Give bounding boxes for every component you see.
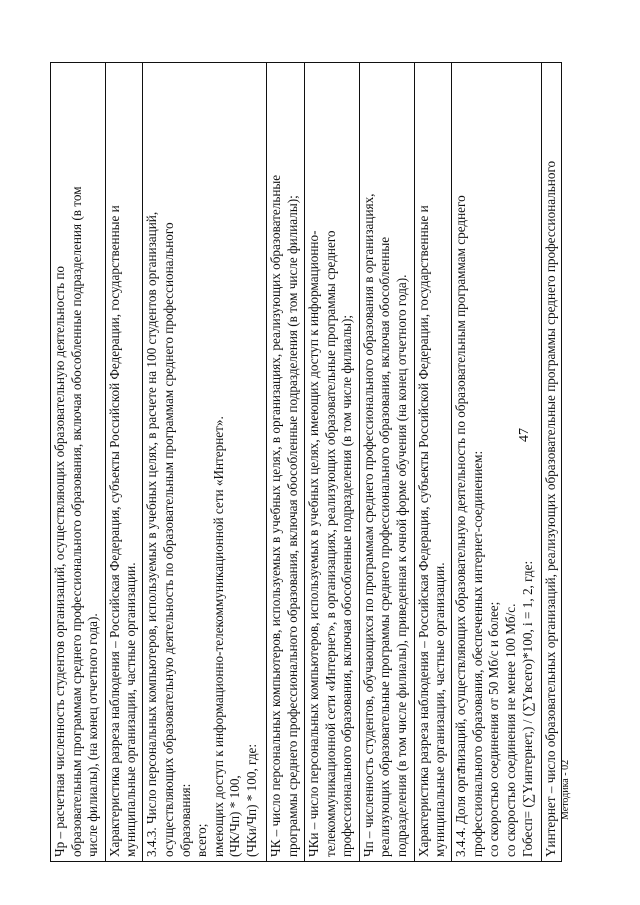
cell-text-line: (ЧКи/Чп) * 100, где:: [244, 743, 260, 857]
cell-text-line: 3.4.3. Число персональных компьютеров, используемых в учебных целях, в расчете на 100 студентов организаций,: [144, 211, 160, 857]
table-cell: [105, 63, 143, 862]
table-row: [359, 63, 414, 862]
cell-text-line: программы среднего профессионального образования, включая обособленные подразделения (в том числе филиалы);: [284, 195, 300, 857]
table-row: [51, 63, 106, 862]
cell-text-line: Чп – численность студентов, обучающихся по программам среднего профессионального образования в организациях,: [360, 193, 376, 857]
cell-text-line: всего;: [194, 823, 210, 857]
cell-text-line: профессионального образования, включая обособленные подразделения (в том числе филиалы);: [339, 314, 355, 857]
table-cell: [304, 63, 359, 862]
table-row: [304, 63, 359, 862]
page-number: 47: [517, 428, 532, 442]
table-row: [541, 63, 561, 862]
cell-text-line: 3.4.4. Доля организаций, осуществляющих образовательную деятельность по образовательным программам среднего: [453, 195, 469, 857]
table-row: [414, 63, 452, 862]
cell-text-line: имеющих доступ к информационно-телекоммуникационной сети «Интернет».: [210, 416, 226, 857]
cell-text-line: числе филиалы), (на конец отчетного года).: [85, 613, 101, 857]
cell-text-line: Характеристика разреза наблюдения – Российская Федерация, субъекты Российской Федерации, государственные и: [415, 205, 431, 857]
indicator-table-rotated: [50, 62, 562, 862]
cell-text-line: Характеристика разреза наблюдения – Российская Федерация, субъекты Российской Федерации, государственные и: [106, 205, 122, 857]
table-body: [51, 63, 562, 862]
cell-text-line: телекоммуникационной сети «Интернет», в организациях, реализующих образовательные программы среднего: [322, 230, 338, 857]
cell-text-line: профессионального образования, обеспеченных интернет-соединением:: [469, 450, 485, 857]
cell-text-line: ЧК – число персональных компьютеров, используемых в учебных целях, в организациях, реализующих образовательные: [268, 174, 284, 857]
table-row: [267, 63, 305, 862]
table-row: [452, 63, 541, 862]
cell-text-line: Гобесп= (∑Yинтернет,) / (∑Yвсего)*100, i = 1, 2, где:: [519, 560, 535, 857]
indicator-table: [50, 62, 562, 862]
cell-text-line: муниципальные организации, частные организации.: [123, 562, 139, 857]
cell-text-line: (ЧК/Чп) * 100,: [227, 775, 243, 857]
cell-text-line: подразделения (в том числе филиалы), приведенная к очной форме обучения (на конец отчетного года).: [393, 274, 409, 857]
cell-text-line: ЧКи – число персональных компьютеров, используемых в учебных целях, имеющих доступ к информационно-: [305, 230, 321, 857]
cell-text-line: реализующих образовательные программы среднего профессионального образования, включая обособленные: [377, 236, 393, 857]
table-row: [143, 63, 267, 862]
cell-text-line: образовательным программам среднего профессионального образования, включая обособленные подразделения (в том: [68, 186, 84, 857]
table-cell: [414, 63, 452, 862]
table-cell: [51, 63, 106, 862]
cell-text-line: со скоростью соединения от 50 Мб/с и более;: [486, 601, 502, 857]
table-row: [105, 63, 143, 862]
table-cell: [143, 63, 267, 862]
cell-text-line: со скоростью соединения не менее 100 Мб/с.: [503, 603, 519, 857]
cell-text-line: образования:: [177, 783, 193, 857]
cell-text-line: Чр – расчетная численность студентов организаций, осуществляющих образовательную деятельность по: [52, 265, 67, 857]
cell-text-line: осуществляющих образовательную деятельность по образовательным программам среднего профессионального: [161, 222, 177, 857]
table-cell: [541, 63, 561, 862]
table-cell: [452, 63, 541, 862]
table-cell: [359, 63, 414, 862]
table-cell: [267, 63, 305, 862]
footer-label: Методика - 02: [560, 759, 571, 820]
cell-text-line: муниципальные организации, частные организации.: [432, 562, 448, 857]
cell-text-line: Yинтернет – число образовательных организаций, реализующих образовательные программы среднего профессионального: [542, 160, 558, 857]
